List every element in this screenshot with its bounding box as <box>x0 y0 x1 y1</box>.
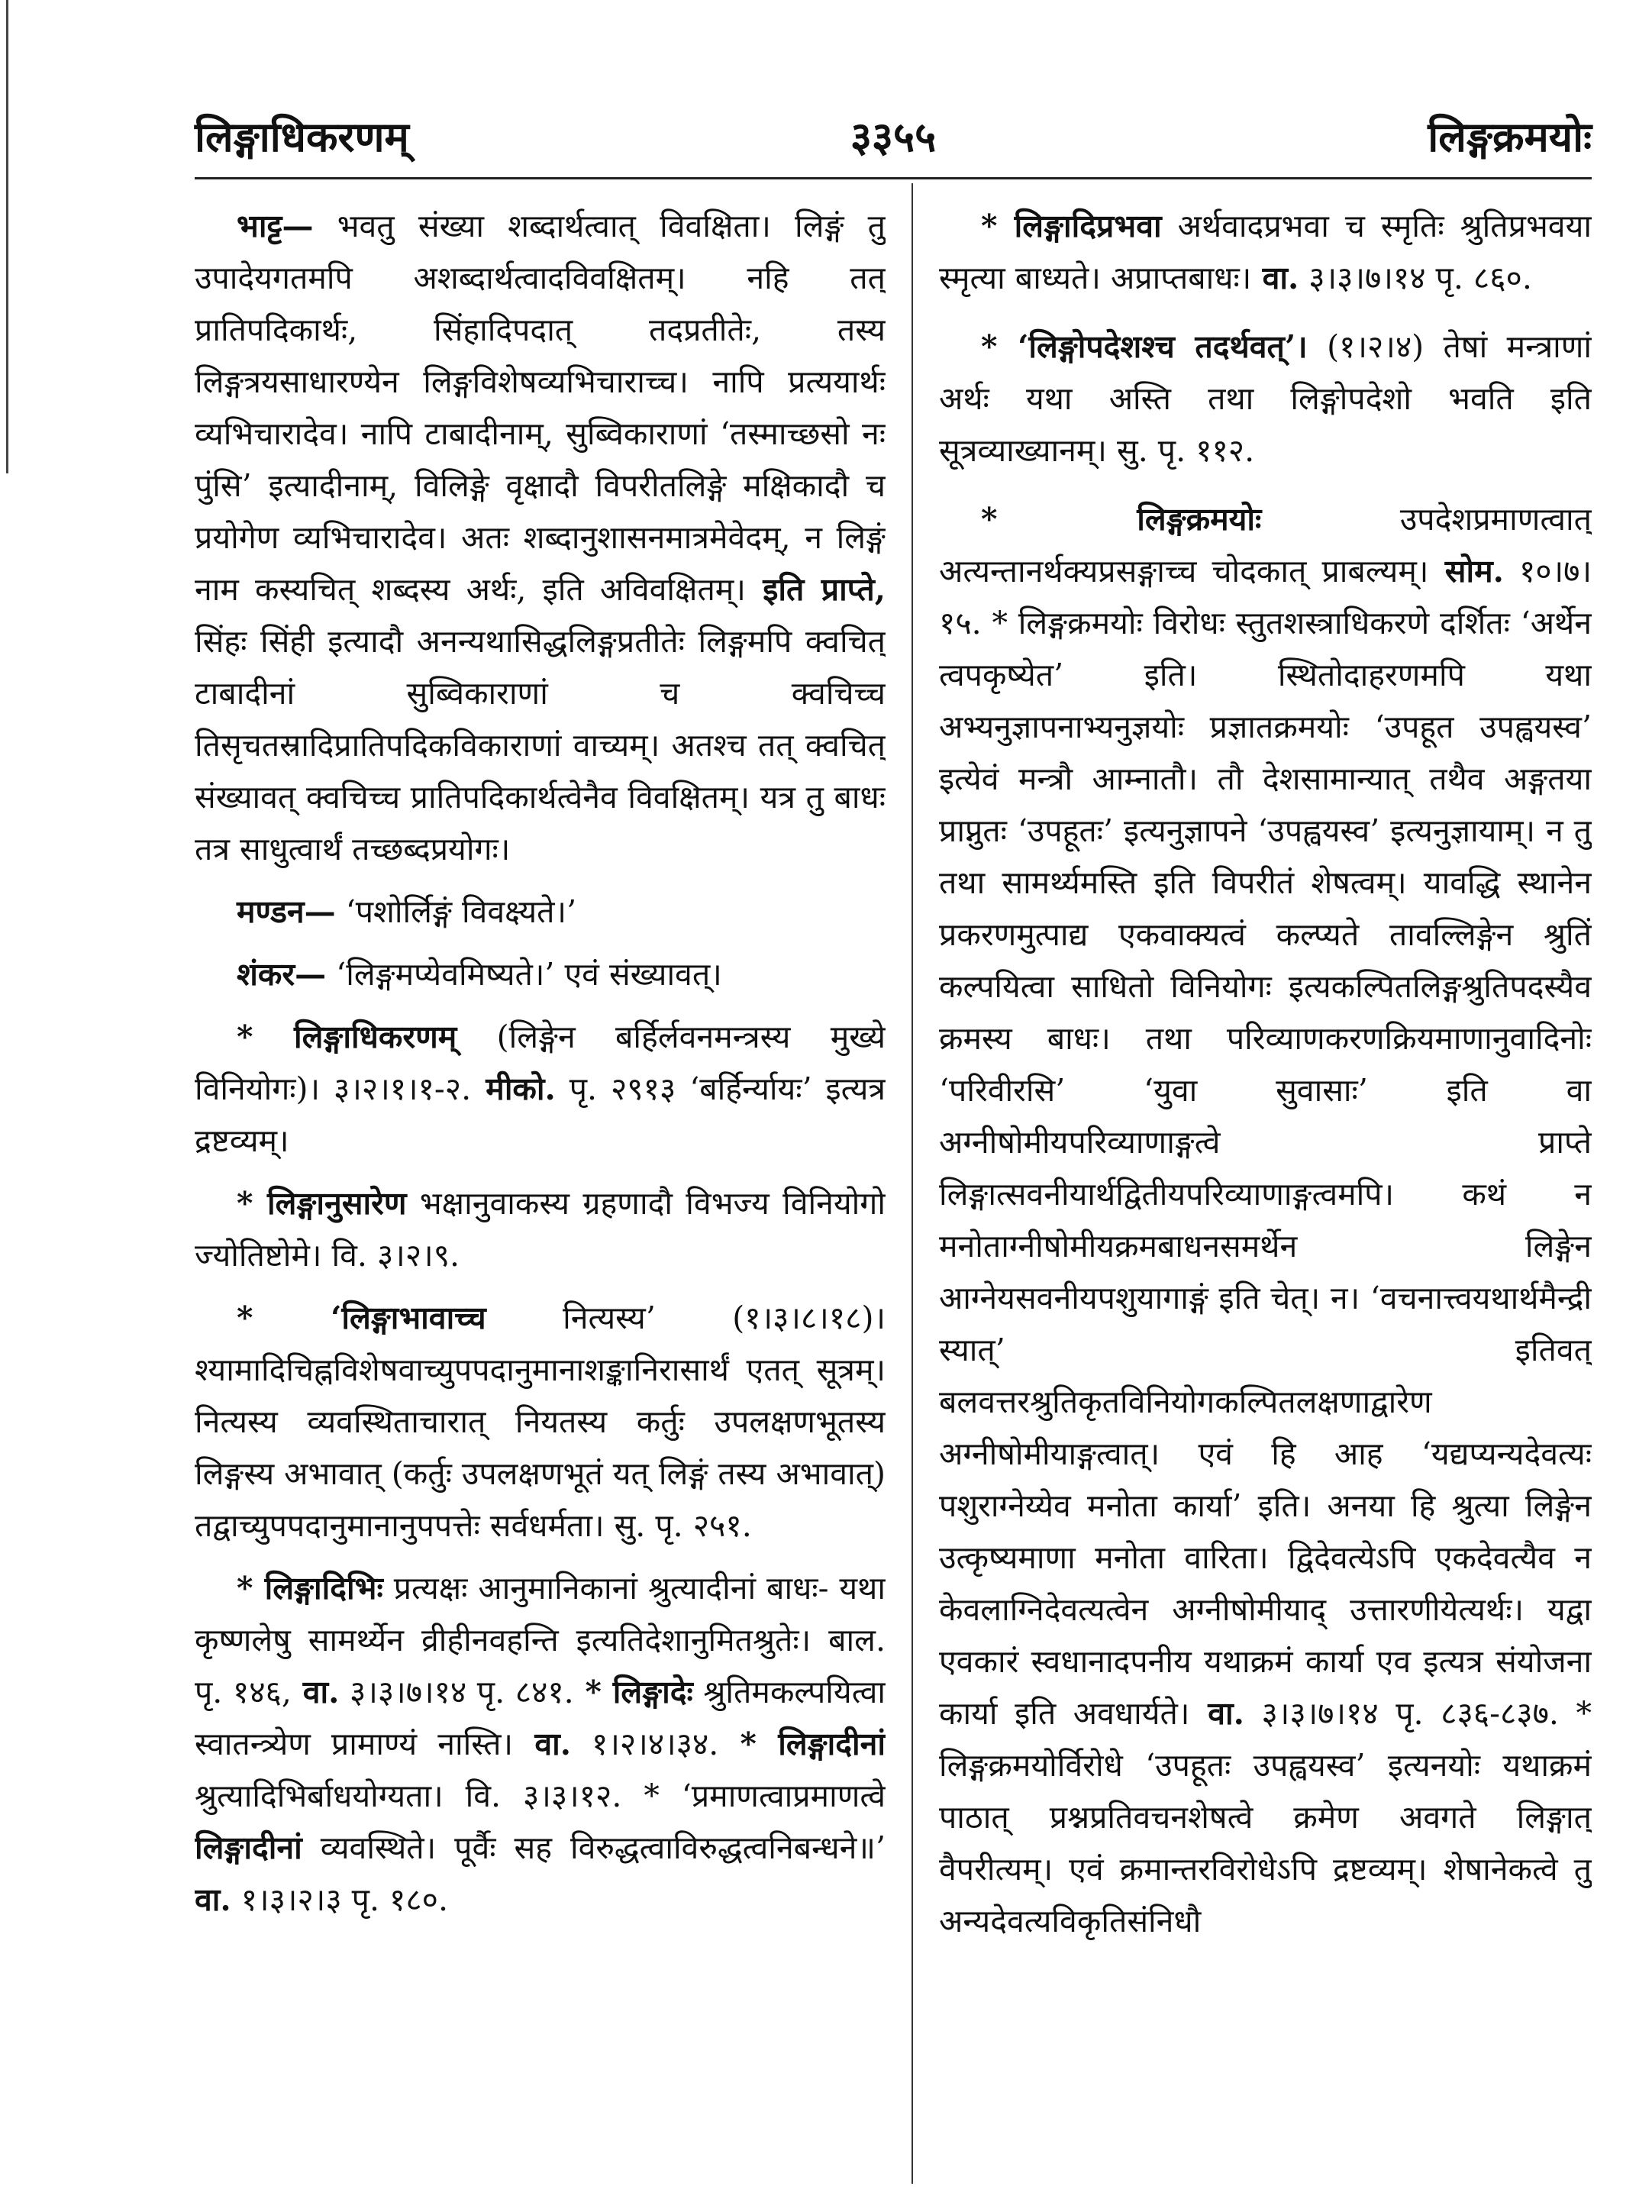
entry-text: (१।२।४) तेषां मन्त्राणां अर्थः यथा अस्ति तथा लिङ्गोपदेशो भवति इति सूत्रव्याख्यानम्। सु. पृ. ११२. <box>939 328 1592 469</box>
entry-lead: * ‘लिङ्गाभावाच्च <box>237 1300 486 1336</box>
entry-lead: वा. <box>291 1674 340 1710</box>
entry-mandana <box>195 886 886 938</box>
entry-text: व्यवस्थिते। पूर्वैः सह विरुद्धत्वाविरुद्धत्वनिबन्धने॥’ <box>302 1829 886 1866</box>
entry-lead: * लिङ्गादेः <box>573 1674 693 1710</box>
entry-text: अर्थवादप्रभवा च स्मृतिः श्रुतिप्रभवया स्मृत्या बाध्यते। अप्राप्तबाधः। <box>939 208 1592 296</box>
entry-text: पृ. २९१३ ‘बर्हिर्न्यायः’ इत्यत्र द्रष्टव्यम्। <box>195 1070 886 1159</box>
entry-lead: मण्डन— <box>237 893 336 930</box>
entry-linganusarena <box>195 1177 886 1281</box>
entry-text: सिंहः सिंही इत्यादौ अनन्यथासिद्धलिङ्गप्रतीतेः लिङ्गमपि क्वचित् टाबादीनां सुब्विकाराणां च क्वचिच्च तिसृचतस्रादिप्रातिपदिकविकाराणां वाच्यम्। अतश्च तत् क्वचित् संख्यावत् क्वचिच्च प्रातिपदिकार्थत्वेनैव विवक्षितम्। यत्र तु बाधः तत्र साधुत्वार्थं तच्छब्दप्रयोगः। <box>195 623 886 867</box>
entry-lead: शंकर— <box>237 956 327 993</box>
entry-lead: * लिङ्गाधिकरणम् <box>237 1019 457 1055</box>
entry-lead: * ‘लिङ्गोपदेशश्च तदर्थवत्’। <box>981 328 1308 365</box>
running-head-right: लिङ्गक्रमयोः <box>1428 112 1592 161</box>
entry-lead: * लिङ्गानुसारेण <box>237 1185 407 1222</box>
entry-lead: भाट्ट— <box>237 208 314 244</box>
right-column <box>939 200 1592 2201</box>
header-rule <box>195 177 1592 179</box>
entry-lead: लिङ्गादीनां <box>195 1829 302 1866</box>
entry-text: ३।३।७।१४ पृ. ८४१. <box>339 1674 574 1710</box>
entry-text: ‘लिङ्गमप्येवमिष्यते।’ एवं संख्यावत्। <box>326 956 722 993</box>
entry-lead: वा. <box>513 1726 572 1762</box>
entry-lingadibhih <box>195 1562 886 1926</box>
entry-lead: * लिङ्गादिभिः <box>237 1570 383 1607</box>
entry-text: भक्षानुवाकस्य ग्रहणादौ विभज्य विनियोगो ज्योतिष्टोमे। वि. ३।२।९. <box>195 1185 886 1274</box>
entry-lead: सोम. <box>1428 553 1504 589</box>
entry-lead: वा. <box>195 1881 231 1918</box>
entry-lead: * लिङ्गादिप्रभवा <box>981 208 1162 244</box>
entry-text: श्रुतिमकल्पयित्वा स्वातन्त्र्येण प्रामाण्यं नास्ति। <box>195 1674 886 1762</box>
page-header <box>195 107 1592 168</box>
entry-lingopadesha <box>939 321 1592 476</box>
column-divider <box>912 183 913 2184</box>
entry-lead: इति प्राप्ते, <box>745 571 886 608</box>
entry-text: १।३।२।३ पृ. १८०. <box>231 1881 449 1918</box>
entry-lingakramayoh <box>939 493 1592 1947</box>
entry-shankara <box>195 948 886 1000</box>
entry-text: नित्यस्य’ (१।३।८।१८)। श्यामादिचिह्नविशेषवाच्युपपदानुमानाशङ्कानिरासार्थं एतत् सूत्रम्। नित्यस्य व्यवस्थिताचारात् नियतस्य कर्तुः उपलक्षणभूतस्य लिङ्गस्य अभावात् (कर्तुः उपलक्षणभूतं यत् लिङ्गं तस्य अभावात्) तद्वाच्युपपदानुमानानुपपत्तेः सर्वधर्मता। सु. पृ. २५१. <box>195 1300 886 1544</box>
entry-lead: * लिङ्गक्रमयोः <box>981 501 1262 538</box>
entry-text: ३।३।७।१४ पृ. ८६०. <box>1299 260 1532 296</box>
entry-text: श्रुत्यादिभिर्बाधयोग्यता। वि. ३।३।१२. * ‘प्रमाणत्वाप्रमाणत्वे <box>195 1778 886 1814</box>
entry-text: भवतु संख्या शब्दार्थत्वात् विवक्षिता। लिङ्गं तु उपादेयगतमपि अशब्दार्थत्वादविवक्षितम्। नहि तत् प्रातिपदिकार्थः, सिंहादिपदात् तदप्रतीतेः, तस्य लिङ्गत्रयसाधारण्येन लिङ्गविशेषव्यभिचाराच्च। नापि प्रत्ययार्थः व्यभिचारादेव। नापि टाबादीनाम्, सुब्विकाराणां ‘तस्माच्छसो नः पुंसि’ इत्यादीनाम्, विलिङ्गे वृक्षादौ विपरीतलिङ्गे मक्षिकादौ च प्रयोगेण व्यभिचारादेव। अतः शब्दानुशासनमात्रमेवेदम्, न लिङ्गं नाम कस्यचित् शब्दस्य अर्थः, इति अविवक्षितम्। <box>195 208 886 608</box>
entry-text: उपदेशप्रमाणत्वात् अत्यन्तानर्थक्यप्रसङ्गाच्च चोदकात् प्राबल्यम्। <box>939 501 1592 589</box>
entry-text: १०।७।१५. * लिङ्गक्रमयोः विरोधः स्तुतशस्त्राधिकरणे दर्शितः ‘अर्थेन त्वपकृष्येत’ इति। स्थितोदाहरणमपि यथा अभ्यनुज्ञापनाभ्यनुज्ञयोः प्रज्ञातक्रमयोः ‘उपहूत उपह्वयस्व’ इत्येवं मन्त्रौ आम्नातौ। तौ देशसामान्यात् तथैव अङ्गतया प्राप्नुतः ‘उपहूतः’ इत्यनुज्ञापने ‘उपह्वयस्व’ इत्यनुज्ञायाम्। न तु तथा सामर्थ्यमस्ति इति विपरीतं शेषत्वम्। यावद्धि स्थानेन प्रकरणमुत्पाद्य एकवाक्यत्वं कल्प्यते तावल्लिङ्गेन श्रुतिं कल्पयित्वा साधितो विनियोगः इत्यकल्पितलिङ्गश्रुतिपदस्यैव क्रमस्य बाधः। तथा परिव्याणकरणक्रियमाणानुवादिनोः ‘परिवीरसि’ ‘युवा सुवासाः’ इति वा अग्नीषोमीयपरिव्याणाङ्गत्वे प्राप्ते लिङ्गात्सवनीयार्थद्वितीयपरिव्याणाङ्गत्वमपि। कथं न मनोताग्नीषोमीयक्रमबाधनसमर्थेन लिङ्गेन आग्नेयसवनीयपशुयागाङ्गं इति चेत्। न। ‘वचनात्त्वयथार्थमैन्द्री स्यात्’ इतिवत् बलवत्तरश्रुतिकृतविनियोगकल्पितलक्षणाद्वारेण अग्नीषोमीयाङ्गत्वात्। एवं हि आह ‘यद्यप्यन्यदेवत्यः पशुराग्नेय्येव मनोता कार्या’ इति। अनया हि श्रुत्या लिङ्गेन उत्कृष्यमाणा मनोता वारिता। द्विदेवत्येऽपि एकदेवत्यैव न केवलाग्निदेवत्यत्वेन अग्नीषोमीयाद् उत्तारणीयेत्यर्थः। यद्वा एवकारं स्वधानादपनीय यथाक्रमं कार्या एव इत्यत्र संयोजना कार्या इति अवधार्यते। <box>939 553 1592 1732</box>
entry-text: प्रत्यक्षः आनुमानिकानां श्रुत्यादीनां बाधः- यथा कृष्णलेषु सामर्थ्येन व्रीहीनवहन्ति इत्यतिदेशानुमितश्रुतेः। बाल. पृ. १४६, <box>195 1570 886 1710</box>
page-number: ३३५५ <box>850 112 937 161</box>
entry-lingadiprabhava <box>939 200 1592 304</box>
entry-lead: * लिङ्गादीनां <box>718 1726 886 1762</box>
entry-lead: वा. <box>1189 1695 1244 1732</box>
left-column <box>195 200 886 2201</box>
running-head-left: लिङ्गाधिकरणम् <box>195 112 409 161</box>
entry-text: १।२।४।३४. <box>571 1726 719 1762</box>
entry-lead: वा. <box>1251 260 1299 296</box>
entry-text: (लिङ्गेन बर्हिर्लवनमन्त्रस्य मुख्ये विनियोगः)। ३।२।१।१-२. <box>195 1019 886 1107</box>
entry-bhatta <box>195 200 886 875</box>
entry-text: ३।३।७।१४ पृ. ८३६-८३७. * लिङ्गक्रमयोर्विरोधे ‘उपहूतः उपह्वयस्व’ इत्यनयोः यथाक्रमं पाठात् प्रश्नप्रतिवचनशेषत्वे क्रमेण अवगते लिङ्गात् वैपरीत्यम्। एवं क्रमान्तरविरोधेऽपि द्रष्टव्यम्। शेषानेकत्वे तु अन्यदेवत्यविकृतिसंनिधौ <box>939 1695 1592 1939</box>
entry-lead: मीको. <box>471 1070 556 1107</box>
entry-text: ‘पशोर्लिङ्गं विवक्ष्यते।’ <box>335 893 577 930</box>
page-binding-edge <box>6 0 8 473</box>
entry-lingabhavaccha <box>195 1292 886 1552</box>
entry-lingadhikaranam <box>195 1011 886 1167</box>
